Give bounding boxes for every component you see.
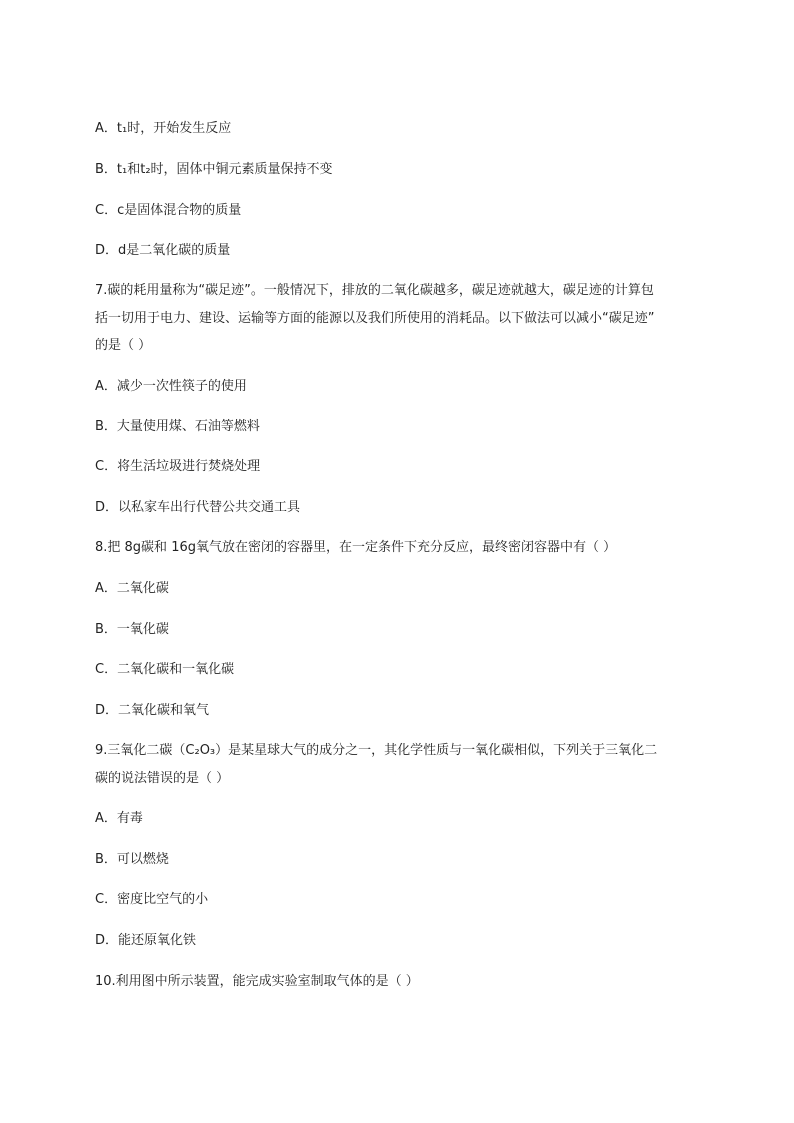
q6-option-c: C．c是固体混合物的质量 [95,203,242,218]
q7-stem-line-2: 括一切用于电力、建设、运输等方面的能源以及我们所使用的消耗品。以下做法可以减小“碳足迹” [95,311,655,326]
q9-option-b: B．可以燃烧 [95,852,169,867]
q6-option-a: A．t₁时，开始发生反应 [95,121,232,136]
q10-stem-line-1: 10.利用图中所示装置，能完成实验室制取气体的是（ ） [95,974,419,989]
q9-option-a: A．有毒 [95,811,143,826]
q7-option-a: A．减少一次性筷子的使用 [95,379,247,394]
q9-stem-line-1: 9.三氧化二碳（C₂O₃）是某星球大气的成分之一，其化学性质与一氧化碳相似，下列关于三氧化二 [95,743,658,758]
q7-option-b: B．大量使用煤、石油等燃料 [95,419,260,434]
q7-stem-line-3: 的是（ ） [95,338,152,353]
q9-stem-line-2: 碳的说法错误的是（ ） [95,771,230,786]
q9-option-c: C．密度比空气的小 [95,892,209,907]
q8-option-b: B．一氧化碳 [95,622,169,637]
q8-option-d: D．二氧化碳和氧气 [95,703,210,718]
q8-stem-line-1: 8.把 8g碳和 16g氧气放在密闭的容器里，在一定条件下充分反应，最终密闭容器中有（ ） [95,540,617,555]
q7-stem-line-1: 7.碳的耗用量称为“碳足迹”。一般情况下，排放的二氧化碳越多，碳足迹就越大，碳足迹的计算包 [95,283,654,298]
q6-option-b: B．t₁和t₂时，固体中铜元素质量保持不变 [95,162,333,177]
q7-option-d: D．以私家车出行代替公共交通工具 [95,500,301,515]
q8-option-a: A．二氧化碳 [95,581,169,596]
q9-option-d: D．能还原氧化铁 [95,933,197,948]
q8-option-c: C．二氧化碳和一氧化碳 [95,662,235,677]
q7-option-c: C．将生活垃圾进行焚烧处理 [95,459,261,474]
q6-option-d: D．d是二氧化碳的质量 [95,243,231,258]
